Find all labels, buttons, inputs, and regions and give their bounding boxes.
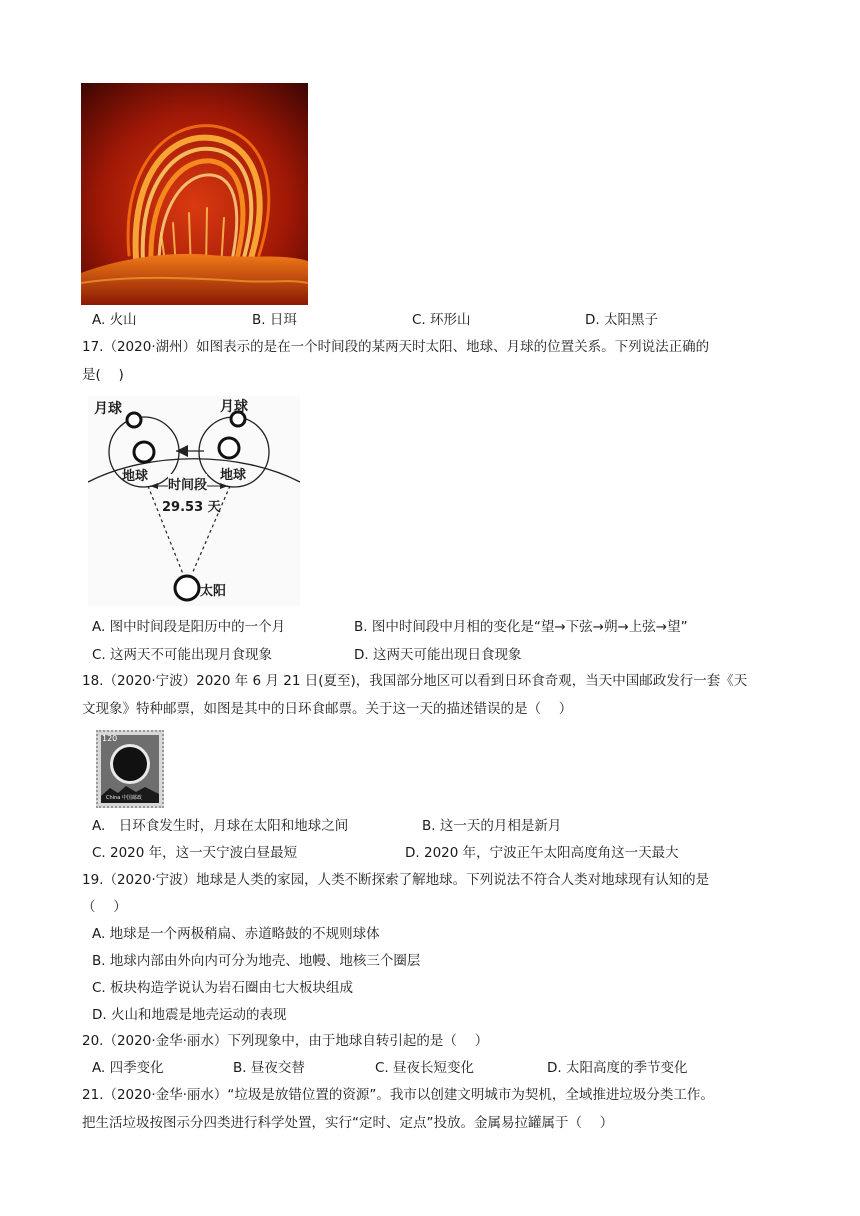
sun-earth-moon-diagram bbox=[88, 396, 300, 606]
q19-option-c: C. 板块构造学说认为岩石圈由七大板块组成 bbox=[92, 980, 354, 996]
q19-stem-line2: （ ） bbox=[82, 899, 127, 915]
earth-label-right: 地球 bbox=[220, 468, 247, 483]
q20-option-b: B. 昼夜交替 bbox=[233, 1060, 305, 1076]
stamp-value: 120 bbox=[102, 734, 118, 743]
q17-option-a: A. 图中时间段是阳历中的一个月 bbox=[92, 619, 286, 635]
q21-stem-line2: 把生活垃圾按图示分四类进行科学处置，实行“定时、定点”投放。金属易拉罐属于（ ） bbox=[82, 1115, 614, 1131]
q20-stem: 20.（2020·金华·丽水）下列现象中，由于地球自转引起的是（ ） bbox=[82, 1033, 489, 1049]
q18-option-c: C. 2020 年，这一天宁波白昼最短 bbox=[92, 845, 298, 861]
stamp-caption: China 中国邮政 bbox=[106, 795, 142, 801]
q19-option-d: D. 火山和地震是地壳运动的表现 bbox=[92, 1007, 287, 1023]
period-label: 时间段 bbox=[168, 474, 207, 493]
annular-eclipse-stamp bbox=[96, 730, 164, 808]
q21-stem-line1: 21.（2020·金华·丽水）“垃圾是放错位置的资源”。我市以创建文明城市为契机，全域推进垃圾分类工作。 bbox=[82, 1087, 714, 1103]
q17-option-b: B. 图中时间段中月相的变化是“望→下弦→朔→上弦→望” bbox=[354, 619, 688, 635]
q20-option-d: D. 太阳高度的季节变化 bbox=[547, 1060, 688, 1076]
q20-option-c: C. 昼夜长短变化 bbox=[375, 1060, 475, 1076]
q17-stem-line1: 17.（2020·湖州）如图表示的是在一个时间段的某两天时太阳、地球、月球的位置关系。下列说法正确的 bbox=[82, 339, 710, 355]
q18-option-b: B. 这一天的月相是新月 bbox=[422, 818, 562, 834]
q18-option-d: D. 2020 年，宁波正午太阳高度角这一天最大 bbox=[405, 845, 679, 861]
q16-option-c: C. 环形山 bbox=[412, 312, 471, 328]
days-label: 29.53 天 bbox=[162, 500, 221, 515]
moon-label-right: 月球 bbox=[220, 399, 248, 415]
q19-stem-line1: 19.（2020·宁波）地球是人类的家园，人类不断探索了解地球。下列说法不符合人类对地球现有认知的是 bbox=[82, 872, 710, 888]
q16-option-a: A. 火山 bbox=[92, 312, 137, 328]
q18-stem-line1: 18.（2020·宁波）2020 年 6 月 21 日(夏至)，我国部分地区可以看到日环食奇观，当天中国邮政发行一套《天 bbox=[82, 673, 748, 689]
q20-option-a: A. 四季变化 bbox=[92, 1060, 164, 1076]
earth-label-left: 地球 bbox=[122, 469, 149, 484]
q19-option-b: B. 地球内部由外向内可分为地壳、地幔、地核三个圈层 bbox=[92, 953, 421, 969]
moon-label-left: 月球 bbox=[94, 401, 122, 417]
q17-option-c: C. 这两天不可能出现月食现象 bbox=[92, 647, 273, 663]
q19-option-a: A. 地球是一个两极稍扁、赤道略鼓的不规则球体 bbox=[92, 926, 380, 942]
q17-stem-line2: 是( ) bbox=[82, 367, 124, 383]
q16-option-b: B. 日珥 bbox=[252, 312, 297, 328]
q17-option-d: D. 这两天可能出现日食现象 bbox=[354, 647, 522, 663]
solar-prominence-photo bbox=[81, 83, 308, 305]
q16-option-d: D. 太阳黑子 bbox=[585, 312, 658, 328]
q18-option-a: A. 日环食发生时，月球在太阳和地球之间 bbox=[92, 818, 349, 834]
q18-stem-line2: 文现象》特种邮票，如图是其中的日环食邮票。关于这一天的描述错误的是（ ） bbox=[82, 701, 573, 717]
sun-label: 太阳 bbox=[200, 584, 227, 599]
